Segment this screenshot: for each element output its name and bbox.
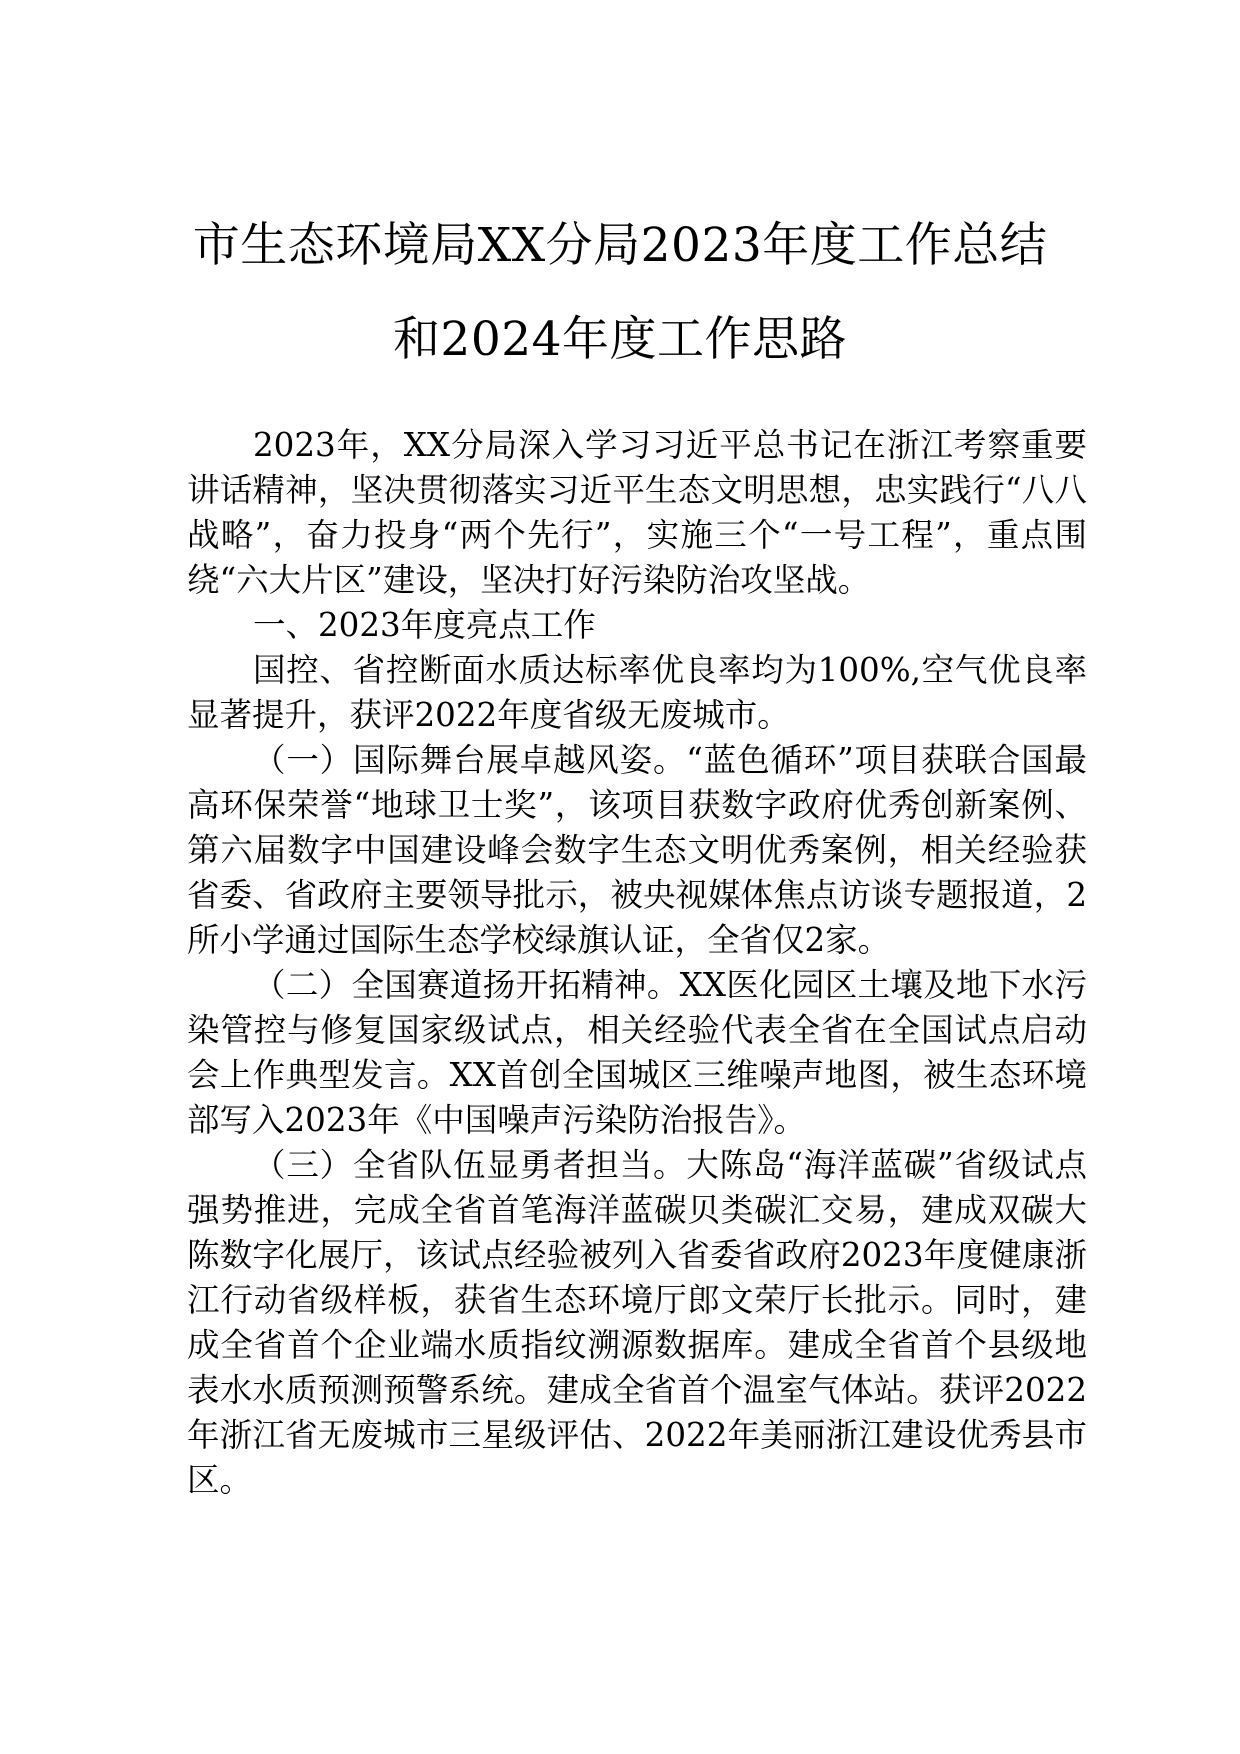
intro-paragraph: 2023年，XX分局深入学习习近平总书记在浙江考察重要讲话精神，坚决贯彻落实习近平生态文明思想，忠实践行“八八战略”，奋力投身“两个先行”，实施三个“一号工程”，重点围绕“六大片区”建设，坚决打好污染防治攻坚战。 bbox=[187, 426, 1087, 599]
document-title-line-2: 和2024年度工作思路 bbox=[392, 312, 848, 367]
highlight-paragraph-2: （二）全国赛道扬开拓精神。XX医化园区土壤及地下水污染管控与修复国家级试点，相关经验代表全省在全国试点启动会上作典型发言。XX首创全国城区三维噪声地图，被生态环境部写入2023年《中国噪声污染防治报告》。 bbox=[187, 966, 1087, 1139]
summary-paragraph: 国控、省控断面水质达标率优良率均为100%,空气优良率显著提升，获评2022年度省级无废城市。 bbox=[187, 651, 1087, 734]
document-title-line-1: 市生态环境局XX分局2023年度工作总结 bbox=[192, 218, 1048, 273]
highlight-paragraph-1: （一）国际舞台展卓越风姿。“蓝色循环”项目获联合国最高环保荣誉“地球卫士奖”，该项目获数字政府优秀创新案例、第六届数字中国建设峰会数字生态文明优秀案例，相关经验获省委、省政府主要领导批示，被央视媒体焦点访谈专题报道，2所小学通过国际生态学校绿旗认证，全省仅2家。 bbox=[187, 741, 1087, 959]
section-heading: 一、2023年度亮点工作 bbox=[253, 606, 596, 644]
document-body bbox=[187, 423, 1087, 1503]
highlight-paragraph-3: （三）全省队伍显勇者担当。大陈岛“海洋蓝碳”省级试点强势推进，完成全省首笔海洋蓝碳贝类碳汇交易，建成双碳大陈数字化展厅，该试点经验被列入省委省政府2023年度健康浙江行动省级样板，获省生态环境厅郎文荣厅长批示。同时，建成全省首个企业端水质指纹溯源数据库。建成全省首个县级地表水水质预测预警系统。建成全省首个温室气体站。获评2022年浙江省无废城市三星级评估、2022年美丽浙江建设优秀县市区。 bbox=[187, 1146, 1087, 1499]
